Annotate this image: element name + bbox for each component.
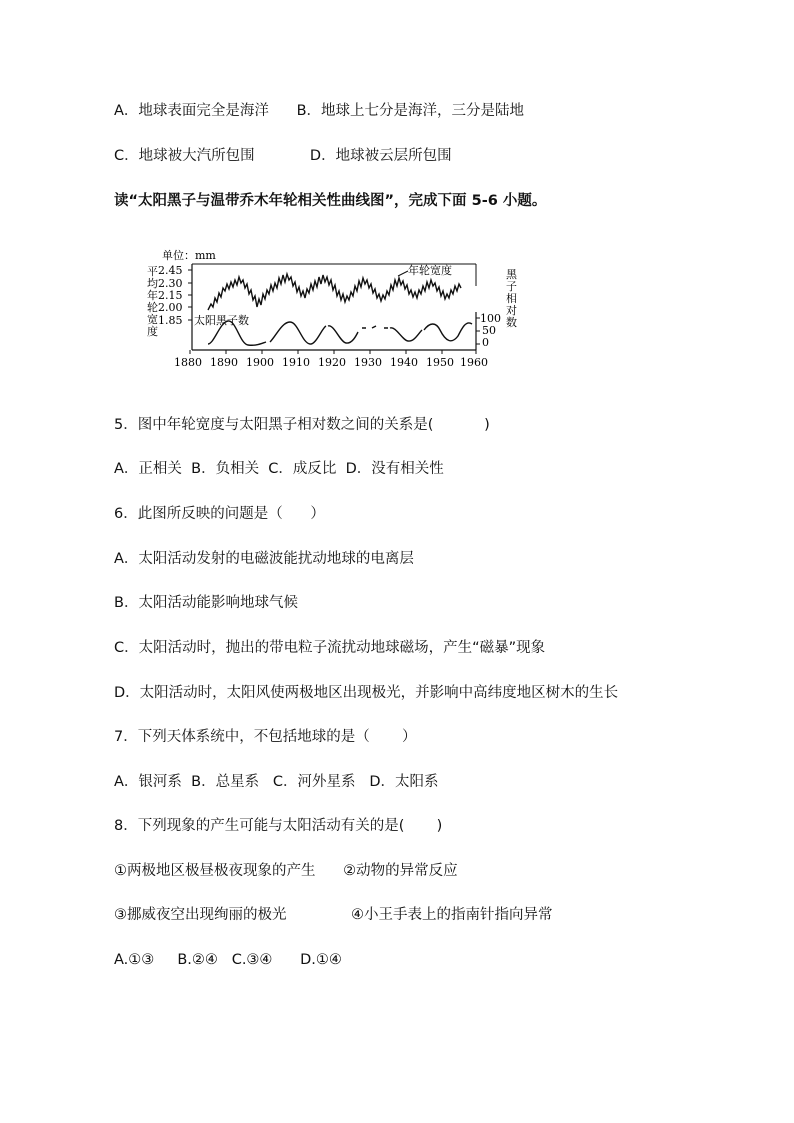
question-6-stem: 6．此图所反映的问题是（ ）	[114, 506, 325, 522]
question-6-option-b: B．太阳活动能影响地球气候	[114, 595, 298, 611]
ring-width-curve	[208, 274, 461, 310]
question-7-stem: 7．下列天体系统中，不包括地球的是（ ）	[114, 729, 417, 745]
y-left-title-char: 轮	[147, 301, 158, 314]
y-left-tick: 2.00	[158, 301, 183, 314]
x-tick-label: 1930	[354, 356, 382, 369]
q4-options-line-1: A．地球表面完全是海洋 B．地球上七分是海洋，三分是陆地	[114, 103, 525, 119]
y-right-title-char: 数	[506, 316, 517, 329]
y-right-tick: 100	[480, 312, 501, 325]
question-8-statements-2: ③挪威夜空出现绚丽的极光 ④小王手表上的指南针指向异常	[114, 907, 553, 923]
question-8-choices: A.①③ B.②④ C.③④ D.①④	[114, 952, 342, 968]
y-left-tick: 2.15	[158, 289, 183, 302]
ring-width-leader	[398, 271, 408, 276]
x-tick-label: 1940	[390, 356, 418, 369]
question-6-option-a: A．太阳活动发射的电磁波能扰动地球的电离层	[114, 551, 414, 567]
x-tick-label: 1960	[460, 356, 488, 369]
y-left-tick: 1.85	[158, 314, 183, 327]
instruction-text: 读“太阳黑子与温带乔木年轮相关性曲线图”，完成下面 5-6 小题。	[114, 193, 547, 209]
question-8-stem: 8．下列现象的产生可能与太阳活动有关的是( )	[114, 818, 443, 834]
question-6-option-c: C．太阳活动时，抛出的带电粒子流扰动地球磁场，产生“磁暴”现象	[114, 640, 546, 656]
question-8-statements-1: ①两极地区极昼极夜现象的产生 ②动物的异常反应	[114, 863, 458, 879]
x-tick-label: 1880	[174, 356, 202, 369]
question-5-stem: 5．图中年轮宽度与太阳黑子相对数之间的关系是( )	[114, 417, 490, 433]
y-left-title-char: 年	[147, 289, 158, 302]
y-left-tick: 2.30	[158, 277, 183, 290]
x-tick-label: 1900	[246, 356, 274, 369]
x-tick-label: 1920	[318, 356, 346, 369]
x-tick-label: 1950	[426, 356, 454, 369]
y-right-title-char: 子	[506, 280, 517, 293]
y-left-title-char: 平	[147, 265, 158, 278]
y-left-title-char: 度	[147, 325, 158, 338]
y-right-title-char: 黑	[506, 268, 517, 281]
sunspot-tree-ring-figure	[140, 244, 520, 374]
y-right-tick: 50	[482, 324, 496, 337]
x-tick-label: 1910	[282, 356, 310, 369]
unit-label: 单位：mm	[162, 249, 216, 262]
question-5-options: A．正相关 B．负相关 C．成反比 D．没有相关性	[114, 461, 444, 477]
y-right-title-char: 相	[506, 292, 517, 305]
figure-svg	[140, 244, 520, 374]
y-left-tick: 2.45	[158, 264, 183, 277]
question-7-options: A．银河系 B．总星系 C．河外星系 D．太阳系	[114, 774, 439, 790]
q4-options-line-2: C．地球被大汽所包围 D．地球被云层所包围	[114, 148, 452, 164]
y-right-tick: 0	[482, 336, 489, 349]
sunspot-label: 太阳黑子数	[194, 314, 249, 327]
x-tick-label: 1890	[210, 356, 238, 369]
y-left-title-char: 宽	[147, 313, 158, 326]
ring-width-label: 年轮宽度	[408, 264, 452, 277]
question-6-option-d: D．太阳活动时，太阳风使两极地区出现极光，并影响中高纬度地区树木的生长	[114, 685, 619, 701]
y-right-title-char: 对	[506, 304, 517, 317]
y-left-title-char: 均	[147, 277, 158, 290]
